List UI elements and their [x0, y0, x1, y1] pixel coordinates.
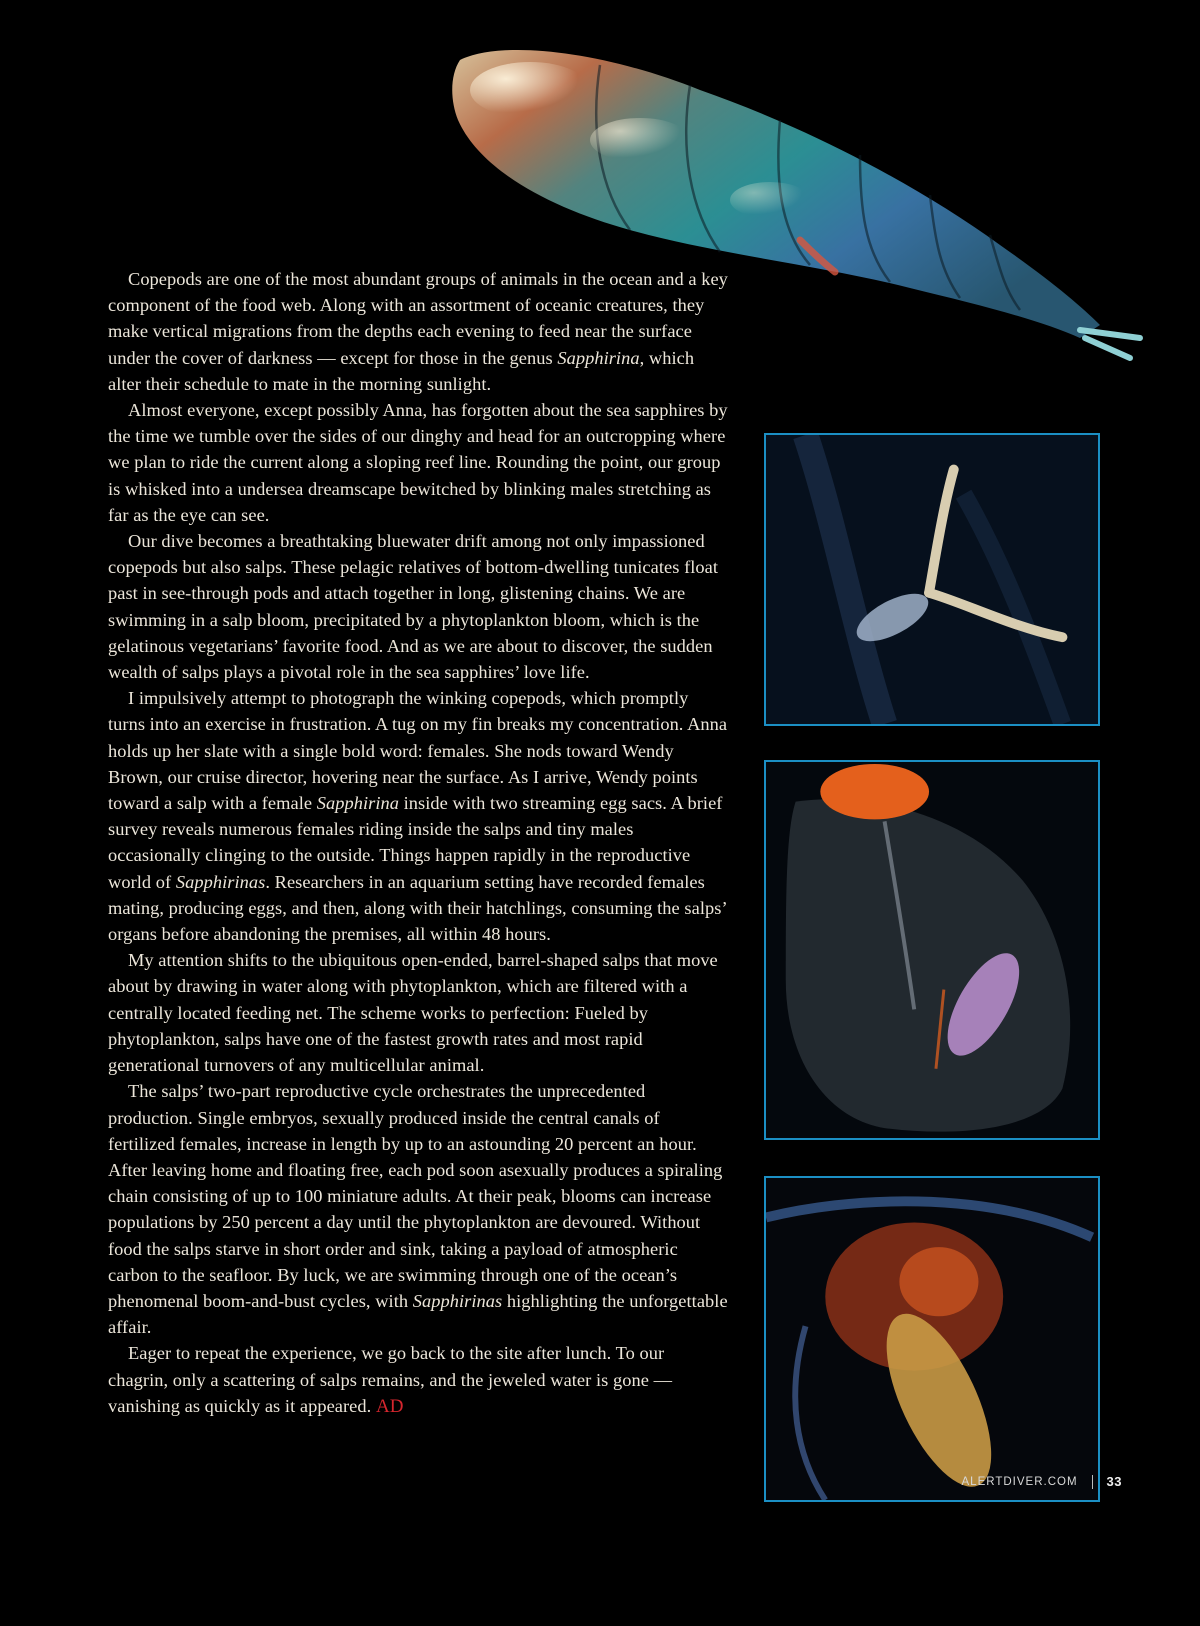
end-mark: AD [375, 1395, 404, 1417]
italic-term: Sapphirina [557, 347, 640, 368]
italic-term: Sapphirinas [175, 871, 266, 892]
italic-term: Sapphirinas [412, 1290, 503, 1311]
page-number: 33 [1106, 1474, 1122, 1489]
article-paragraph [108, 1078, 728, 1340]
paragraph-text: . Researchers in an aquarium setting have recorded females mating, producing eggs, and then, along with their hatchlings, consuming the salps’ organs before abandoning the premises, all within 48 hours. [108, 871, 727, 945]
paragraph-text: Copepods are one of the most abundant groups of animals in the ocean and a key component of the food web. Along with an assortment of oceanic creatures, they make vertical migrations from the depths each evening to feed near the surface under the cover of darkness — except for those in the genus [108, 269, 728, 368]
page-footer [962, 1474, 1123, 1489]
paragraph-text: Our dive becomes a breathtaking bluewater drift among not only impassioned copepods but also salps. These pelagic relatives of bottom-dwelling tunicates float past in see-through pods and attach together in long, glistening chains. We are swimming in a salp bloom, precipitated by a phytoplankton bloom, which is the gelatinous vegetarians’ favorite food. And as we are about to discover, the sudden wealth of salps plays a pivotal role in the sea sapphires’ love life. [108, 531, 719, 683]
footer-divider [1092, 1475, 1093, 1489]
article-paragraph [108, 528, 728, 685]
article-paragraph [108, 947, 728, 1078]
italic-term: Sapphirina [316, 793, 399, 814]
paragraph-text: , which alter their schedule to mate in the morning sunlight. [108, 347, 695, 394]
paragraph-text: My attention shifts to the ubiquitous open-ended, barrel-shaped salps that move about by drawing in water along with phytoplankton, which are filtered with a centrally located feeding net. The scheme works to perfection: Fueled by phytoplankton, salps have one of the fastest growth rates and most rapid generational turnovers of any multicellular animal. [108, 950, 718, 1076]
article-body [108, 266, 728, 1420]
article-paragraph [108, 1340, 728, 1420]
article-paragraph [108, 685, 728, 947]
salp-with-female-copepod-photo [764, 760, 1100, 1140]
paragraph-text: inside with two streaming egg sacs. A brief survey reveals numerous females riding inside the salps and tiny males occasionally clinging to the outside. Things happen rapidly in the reproductive world of [108, 793, 723, 892]
paragraph-text: The salps’ two-part reproductive cycle orchestrates the unprecedented production. Single embryos, sexually produced inside the central canals of fertilized females, increase in length by up to an astounding 20 percent an hour. After leaving home and floating free, each pod soon asexually produces a spiraling chain consisting of up to 100 miniature adults. At their peak, blooms can increase populations by 250 percent a day until the phytoplankton are devoured. Without food the salps starve in short order and sink, taking a payload of atmospheric carbon to the seafloor. By luck, we are swimming through one of the ocean’s phenomenal boom-and-bust cycles, with [108, 1081, 723, 1311]
article-paragraph [108, 397, 728, 528]
site-name: ALERTDIVER.COM [961, 1475, 1078, 1488]
paragraph-text: highlighting the unforgettable affair. [108, 1290, 728, 1338]
copepod-with-egg-sacs-photo [764, 433, 1100, 726]
article-paragraph [108, 266, 728, 397]
paragraph-text: Eager to repeat the experience, we go back to the site after lunch. To our chagrin, only a scattering of salps remains, and the jeweled water is gone — vanishing as quickly as it appeared. [108, 1343, 673, 1416]
paragraph-text: Almost everyone, except possibly Anna, has forgotten about the sea sapphires by the time we tumble over the sides of our dinghy and head for an outcropping where we plan to ride the current along a sloping reef line. Rounding the point, our group is whisked into a undersea dreamscape bewitched by blinking males stretching as far as the eye can see. [108, 400, 728, 525]
copepod-inside-salp-photo [764, 1176, 1100, 1502]
paragraph-text: I impulsively attempt to photograph the winking copepods, which promptly turns into an exercise in frustration. A tug on my fin breaks my concentration. Anna holds up her slate with a single bold word: females. She nods toward Wendy Brown, our cruise director, hovering near the surface. As I arrive, Wendy points toward a salp with a female [108, 688, 728, 814]
